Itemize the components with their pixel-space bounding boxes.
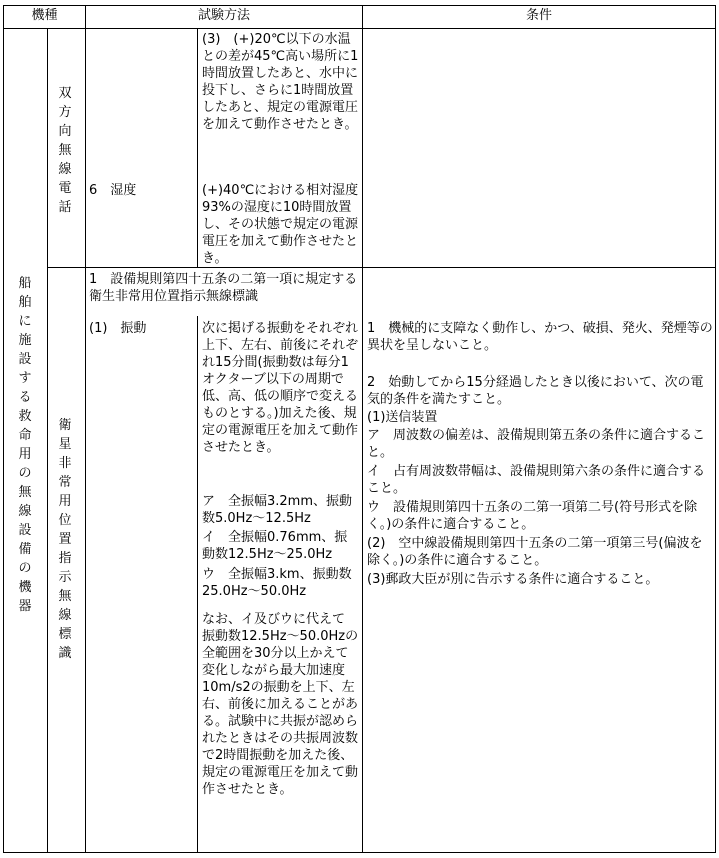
humidity-item-label: 6 湿度 — [89, 183, 137, 198]
vibration-option-a: ア 全振幅3.2mm、振動数5.0Hz～12.5Hz — [202, 494, 353, 526]
vertical-char: 星 — [58, 437, 72, 452]
vertical-char: す — [18, 371, 32, 386]
vertical-char: の — [18, 561, 32, 576]
vertical-char: 線 — [58, 162, 72, 177]
condition-notice: (3)郵政大臣が別に告示する条件に適合すること。 — [367, 572, 659, 587]
column-divider-method — [85, 5, 86, 853]
table-border-bottom — [3, 852, 716, 853]
condition-2: 2 始動してから15分経過したとき以後において、次の電気的条件を満たすこと。 — [367, 375, 704, 407]
section-divider — [47, 267, 716, 268]
vertical-char: に — [18, 314, 32, 329]
vibration-option-u: ウ 全振幅3.km、振動数25.0Hz～50.0Hz — [202, 567, 352, 599]
vertical-char: 無 — [58, 143, 72, 158]
vertical-char: る — [18, 390, 32, 405]
vertical-char: 非 — [58, 456, 72, 471]
header-device-type: 機種 — [31, 8, 58, 23]
header-condition: 条件 — [525, 8, 552, 23]
vertical-char: 無 — [58, 589, 72, 604]
condition-occupied-bandwidth: イ 占有周波数帯幅は、設備規則第六条の条件に適合すること。 — [367, 464, 706, 496]
vertical-char: 線 — [58, 608, 72, 623]
condition-signal-format: ウ 設備規則第四十五条の二第一項第二号(符号形式を除く。)の条件に適合すること。 — [367, 500, 698, 532]
vertical-char: 常 — [58, 475, 72, 490]
vertical-char: 備 — [18, 542, 32, 557]
condition-transmitter: (1)送信装置 — [367, 410, 438, 425]
column-divider-device — [47, 28, 48, 853]
column-divider-inner-bottom — [197, 316, 198, 853]
vertical-char: 電 — [58, 181, 72, 196]
vibration-text: 次に掲げる振動をそれぞれ上下、左右、前後にそれぞれ15分間(振動数は毎分1オクターブ以下の周期で低、高、低の順序で変えるものとする。)加えた後、規定の電源電圧を加えて動作させたとき。 — [202, 321, 359, 455]
table-border-right — [715, 5, 716, 853]
vertical-char: 話 — [58, 200, 72, 215]
vibration-note: なお、イ及びウに代えて 振動数12.5Hz～50.0Hzの全範囲を30分以上かえて変化しながら最大加速度10m/s2の振動を上下、左右、前後に加えることがある。試験中に共振が認められたときはその共振周波数で2時間振動を加えた後、規定の電源電圧を加えて動作させたとき。 — [202, 612, 359, 797]
device-b-label — [57, 416, 73, 663]
vertical-char: 位 — [58, 513, 72, 528]
vertical-char: 無 — [18, 485, 32, 500]
device-main-label — [17, 274, 33, 616]
vertical-char: 船 — [18, 276, 32, 291]
vertical-char: 衛 — [58, 418, 72, 433]
vertical-char: 用 — [18, 447, 32, 462]
table-border-top — [3, 5, 716, 6]
vibration-item-label: (1) 振動 — [89, 321, 147, 336]
humidity-item-text: (+)40℃における相対湿度93%の湿度に10時間放置し、その状態で規定の電源電圧を加えて動作させたとき。 — [202, 183, 359, 266]
condition-1: 1 機械的に支障なく動作し、かつ、破損、発火、発煙等の異状を呈しないこと。 — [367, 321, 713, 353]
vertical-char: 命 — [18, 428, 32, 443]
vertical-char: の — [18, 466, 32, 481]
device-a-label — [57, 84, 73, 217]
vertical-char: 設 — [18, 523, 32, 538]
vertical-char: 用 — [58, 494, 72, 509]
vertical-char: 線 — [18, 504, 32, 519]
vertical-char: 双 — [58, 86, 72, 101]
header-test-method: 試験方法 — [197, 8, 250, 23]
vertical-char: 識 — [58, 646, 72, 661]
vertical-char: 置 — [58, 532, 72, 547]
vertical-char: 舶 — [18, 295, 32, 310]
vertical-char: 救 — [18, 409, 32, 424]
vibration-option-i: イ 全振幅0.76mm、振動数12.5Hz～25.0Hz — [202, 530, 348, 562]
temperature-item-3-text: (3) (+)20℃以下の水温との差が45℃高い場所に1時間放置したあと、水中に投下し、さらに1時間放置したあと、規定の電源電圧を加えて動作させたとき。 — [202, 32, 359, 132]
epirb-section-title: 1 設備規則第四十五条の二第一項に規定する衛生非常用位置指示無線標識 — [89, 272, 358, 304]
vertical-char: 施 — [18, 333, 32, 348]
header-divider — [3, 28, 716, 29]
vertical-char: 機 — [18, 580, 32, 595]
column-divider-condition — [362, 5, 363, 853]
vertical-char: 器 — [18, 599, 32, 614]
vertical-char: 標 — [58, 627, 72, 642]
vertical-char: 方 — [58, 105, 72, 120]
vertical-char: 示 — [58, 570, 72, 585]
condition-antenna: (2) 空中線設備規則第四十五条の二第一項第三号(偏波を除く。)の条件に適合すること。 — [367, 536, 703, 568]
condition-frequency-deviation: ア 周波数の偏差は、設備規則第五条の条件に適合すること。 — [367, 428, 706, 460]
table-border-left — [3, 5, 4, 853]
vertical-char: 設 — [18, 352, 32, 367]
vertical-char: 向 — [58, 124, 72, 139]
column-divider-inner-top — [197, 28, 198, 267]
vertical-char: 指 — [58, 551, 72, 566]
